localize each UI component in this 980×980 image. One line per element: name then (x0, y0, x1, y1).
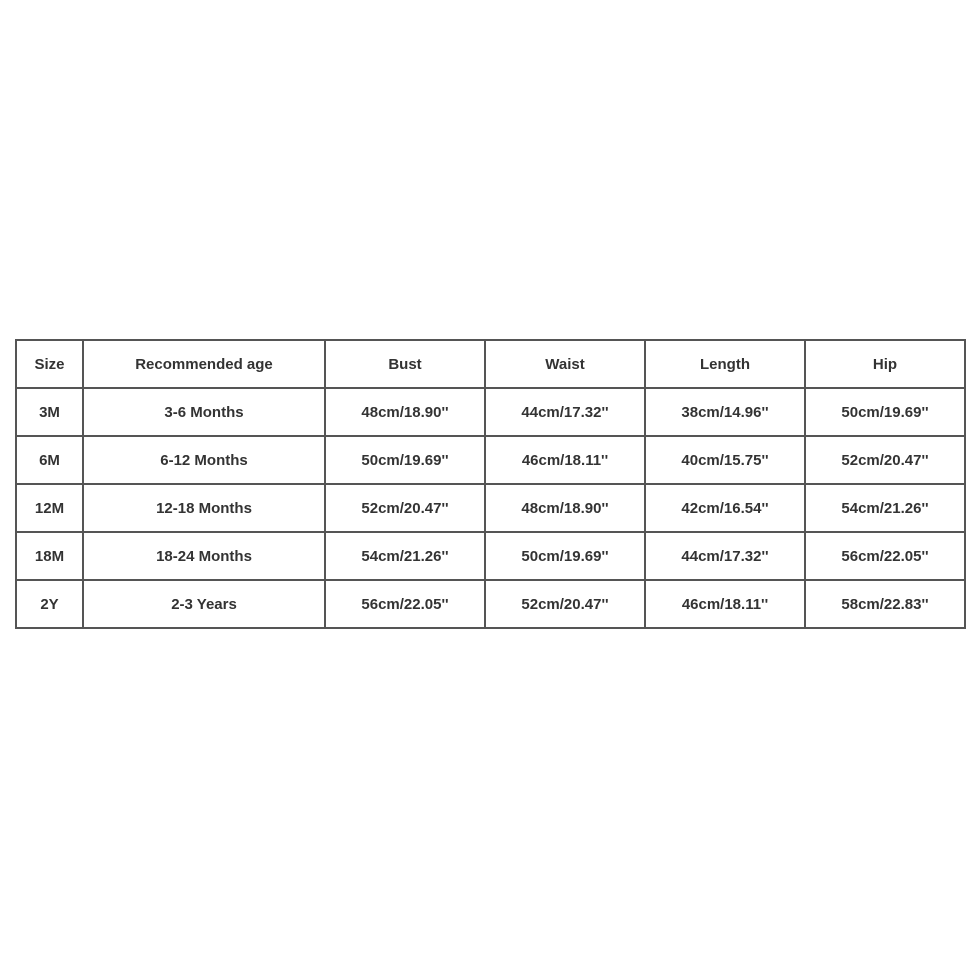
cell-length: 46cm/18.11'' (645, 580, 805, 628)
cell-length: 38cm/14.96'' (645, 388, 805, 436)
cell-bust: 50cm/19.69'' (325, 436, 485, 484)
cell-waist: 44cm/17.32'' (485, 388, 645, 436)
cell-length: 40cm/15.75'' (645, 436, 805, 484)
size-chart-table (15, 339, 966, 629)
cell-bust: 56cm/22.05'' (325, 580, 485, 628)
cell-waist: 46cm/18.11'' (485, 436, 645, 484)
cell-hip: 56cm/22.05'' (805, 532, 965, 580)
header-hip: Hip (805, 340, 965, 388)
header-length: Length (645, 340, 805, 388)
cell-size: 3M (16, 388, 83, 436)
cell-size: 6M (16, 436, 83, 484)
cell-bust: 48cm/18.90'' (325, 388, 485, 436)
cell-length: 44cm/17.32'' (645, 532, 805, 580)
cell-hip: 58cm/22.83'' (805, 580, 965, 628)
header-waist: Waist (485, 340, 645, 388)
cell-waist: 52cm/20.47'' (485, 580, 645, 628)
cell-length: 42cm/16.54'' (645, 484, 805, 532)
cell-recommended-age: 6-12 Months (83, 436, 325, 484)
cell-recommended-age: 2-3 Years (83, 580, 325, 628)
table-row (16, 532, 965, 580)
table-row (16, 484, 965, 532)
table-header-row (16, 340, 965, 388)
cell-waist: 50cm/19.69'' (485, 532, 645, 580)
cell-recommended-age: 12-18 Months (83, 484, 325, 532)
cell-waist: 48cm/18.90'' (485, 484, 645, 532)
cell-size: 2Y (16, 580, 83, 628)
cell-recommended-age: 3-6 Months (83, 388, 325, 436)
header-bust: Bust (325, 340, 485, 388)
table-row (16, 436, 965, 484)
table-row (16, 388, 965, 436)
header-size: Size (16, 340, 83, 388)
cell-size: 18M (16, 532, 83, 580)
cell-recommended-age: 18-24 Months (83, 532, 325, 580)
cell-bust: 52cm/20.47'' (325, 484, 485, 532)
table-row (16, 580, 965, 628)
cell-bust: 54cm/21.26'' (325, 532, 485, 580)
cell-hip: 50cm/19.69'' (805, 388, 965, 436)
cell-hip: 52cm/20.47'' (805, 436, 965, 484)
cell-hip: 54cm/21.26'' (805, 484, 965, 532)
header-recommended-age: Recommended age (83, 340, 325, 388)
cell-size: 12M (16, 484, 83, 532)
